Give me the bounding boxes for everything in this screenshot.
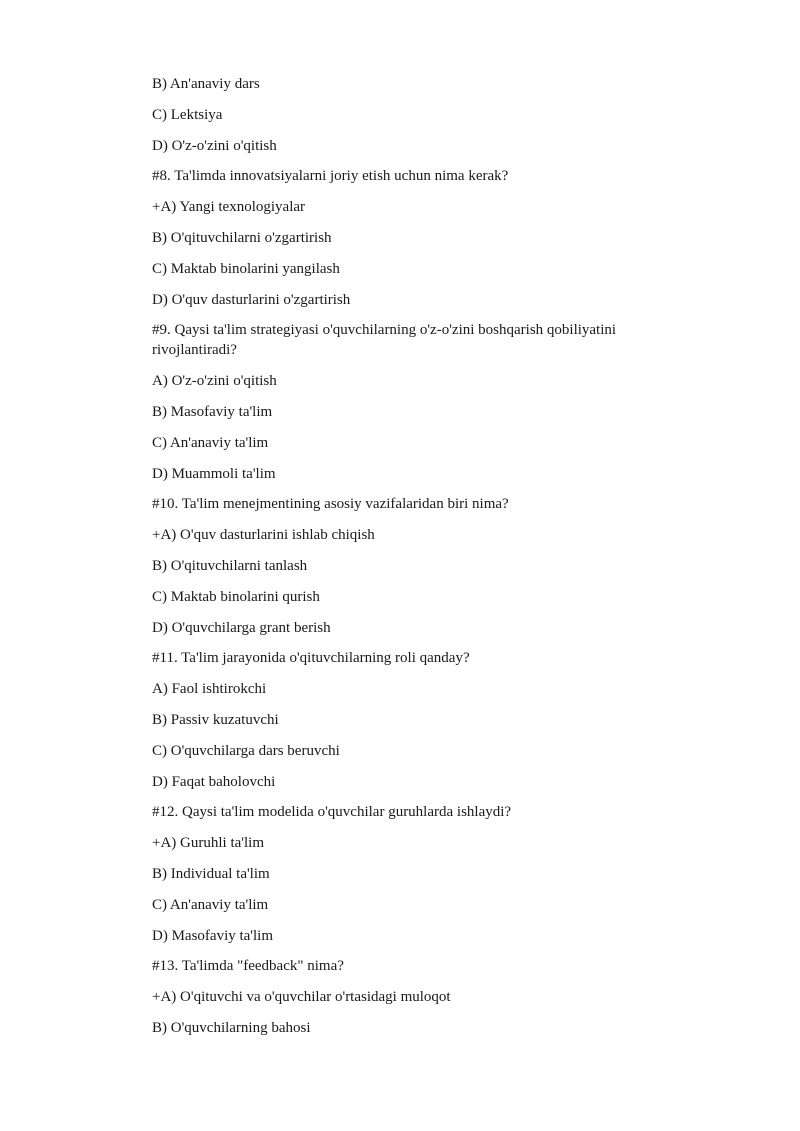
answer-option: C) Lektsiya bbox=[152, 106, 223, 123]
answer-option: D) O'quv dasturlarini o'zgartirish bbox=[152, 291, 351, 308]
answer-option: D) Masofaviy ta'lim bbox=[152, 927, 274, 944]
answer-option: B) An'anaviy dars bbox=[152, 76, 260, 92]
answer-option: C) Maktab binolarini qurish bbox=[152, 588, 320, 605]
answer-option: +A) Guruhli ta'lim bbox=[152, 835, 264, 852]
answer-option: C) An'anaviy ta'lim bbox=[152, 896, 269, 913]
answer-option: B) O'qituvchilarni o'zgartirish bbox=[152, 229, 332, 246]
answer-option: D) Faqat baholovchi bbox=[152, 773, 276, 790]
answer-option: C) An'anaviy ta'lim bbox=[152, 434, 269, 451]
answer-option: B) O'quvchilarning bahosi bbox=[152, 1019, 311, 1036]
answer-option: C) Maktab binolarini yangilash bbox=[152, 260, 340, 277]
answer-option: +A) O'qituvchi va o'quvchilar o'rtasidagi muloqot bbox=[152, 989, 451, 1006]
answer-option: C) O'quvchilarga dars beruvchi bbox=[152, 742, 340, 759]
answer-option: +A) Yangi texnologiyalar bbox=[152, 199, 306, 216]
answer-option: D) O'quvchilarga grant berish bbox=[152, 619, 331, 636]
answer-option: +A) O'quv dasturlarini ishlab chiqish bbox=[152, 527, 375, 544]
answer-option: B) Passiv kuzatuvchi bbox=[152, 711, 279, 728]
answer-option: A) Faol ishtirokchi bbox=[152, 681, 267, 698]
question-11: #11. Ta'lim jarayonida o'qituvchilarning roli qanday? bbox=[152, 650, 470, 667]
question-8: #8. Ta'limda innovatsiyalarni joriy etish uchun nima kerak? bbox=[152, 168, 509, 185]
answer-option: B) Masofaviy ta'lim bbox=[152, 403, 273, 420]
document-body bbox=[152, 74, 672, 1049]
answer-option: B) O'qituvchilarni tanlash bbox=[152, 557, 308, 574]
question-9: #9. Qaysi ta'lim strategiyasi o'quvchilarning o'z-o'zini boshqarish qobiliyatini rivojlantiradi? bbox=[152, 322, 617, 359]
answer-option: D) Muammoli ta'lim bbox=[152, 465, 276, 482]
answer-option: A) O'z-o'zini o'qitish bbox=[152, 373, 277, 390]
answer-option: B) Individual ta'lim bbox=[152, 865, 270, 882]
answer-option: D) O'z-o'zini o'qitish bbox=[152, 137, 277, 154]
question-10: #10. Ta'lim menejmentining asosiy vazifalaridan biri nima? bbox=[152, 496, 509, 513]
question-13: #13. Ta'limda "feedback" nima? bbox=[152, 958, 344, 975]
question-12: #12. Qaysi ta'lim modelida o'quvchilar guruhlarda ishlaydi? bbox=[152, 804, 512, 821]
